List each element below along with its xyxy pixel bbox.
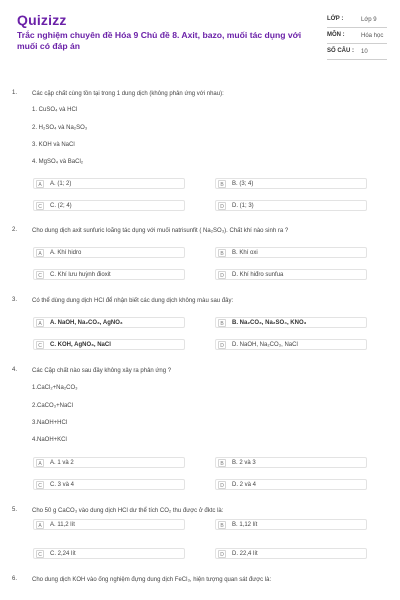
option-letter: A (36, 319, 44, 327)
statement: 1.CaCl₂+Na₂CO₃ (32, 385, 78, 391)
option-b[interactable] (215, 247, 367, 258)
meta-subject-row (327, 32, 387, 44)
statement: 4. MgSO₄ và BaCl₂ (32, 159, 84, 165)
option-text: B. Na₂CO₃, Na₂SO₄, KNO₃ (232, 319, 307, 326)
option-d[interactable] (215, 269, 367, 280)
statement: 3.NaOH+HCl (32, 420, 68, 426)
option-b[interactable] (215, 178, 367, 189)
question-number: 1. (12, 90, 18, 96)
option-letter: D (218, 271, 226, 279)
option-text: D. NaOH, Na₂CO₃, NaCl (232, 341, 298, 348)
option-letter: B (218, 319, 226, 327)
option-text: B. 1,12 lít (232, 521, 258, 528)
option-letter: B (218, 521, 226, 529)
option-letter: C (36, 550, 44, 558)
option-letter: B (218, 249, 226, 257)
question-text: Cho dung dịch KOH vào ống nghiệm đựng dung dịch FeCl₃, hiện tượng quan sát được là: (32, 577, 272, 583)
option-text: D. Khí hiđro sunfua (232, 271, 284, 278)
option-text: D. 22,4 lít (232, 550, 258, 557)
option-text: B. (3; 4) (232, 180, 254, 187)
count-label: SỐ CÂU : (327, 48, 354, 54)
option-d[interactable] (215, 200, 367, 211)
class-label: LỚP : (327, 16, 344, 22)
option-letter: D (218, 202, 226, 210)
option-c[interactable] (33, 269, 185, 280)
option-c[interactable] (33, 479, 185, 490)
option-a[interactable] (33, 178, 185, 189)
option-d[interactable] (215, 548, 367, 559)
question-text: Các Cặp chất nào sau đây không xảy ra phản ứng ? (32, 368, 172, 374)
statement: 2. H₂SO₄ và Na₂SO₃ (32, 125, 88, 131)
option-letter: B (218, 459, 226, 467)
meta-count-row (327, 48, 387, 60)
option-a[interactable] (33, 317, 185, 328)
question-text: Cho dung dịch axit sunfuric loãng tác dụng với muối natrisunfit ( Na₂SO₃). Chất khí nào sinh ra ? (32, 228, 289, 234)
option-letter: C (36, 271, 44, 279)
quizizz-logo: Quizizz (17, 12, 67, 28)
statement: 3. KOH và NaCl (32, 142, 75, 148)
option-text: C. 2,24 lít (50, 550, 76, 557)
option-d[interactable] (215, 479, 367, 490)
count-value: 10 (361, 49, 368, 55)
option-c[interactable] (33, 339, 185, 350)
subject-value: Hóa học (361, 33, 384, 39)
question-number: 3. (12, 297, 18, 303)
question-text: Các cặp chất cùng tồn tại trong 1 dung dịch (không phản ứng với nhau): (32, 91, 224, 97)
option-letter: A (36, 459, 44, 467)
option-text: C. 3 và 4 (50, 481, 75, 488)
class-value: Lớp 9 (361, 17, 377, 23)
option-c[interactable] (33, 200, 185, 211)
page-title: Trắc nghiệm chuyên đề Hóa 9 Chủ đề 8. Axit, bazo, muối tác dụng với muối có đáp án (17, 30, 302, 51)
option-letter: A (36, 249, 44, 257)
option-letter: A (36, 521, 44, 529)
option-letter: B (218, 180, 226, 188)
option-text: B. 2 và 3 (232, 459, 256, 466)
option-text: C. (2; 4) (50, 202, 72, 209)
option-letter: D (218, 341, 226, 349)
statement: 4.NaOH+KCl (32, 437, 67, 443)
subject-label: MÔN : (327, 32, 345, 38)
option-text: A. NaOH, Na₂CO₃, AgNO₃ (50, 319, 123, 326)
option-a[interactable] (33, 247, 185, 258)
option-text: B. Khí oxi (232, 249, 258, 256)
option-letter: A (36, 180, 44, 188)
option-text: A. Khí hidro (50, 249, 82, 256)
option-letter: C (36, 481, 44, 489)
question-text: Cho 50 g CaCO₃ vào dung dịch HCl dư thể tích CO₂ thu được ở đktc là: (32, 508, 224, 514)
option-letter: C (36, 341, 44, 349)
question-number: 5. (12, 507, 18, 513)
option-text: D. 2 và 4 (232, 481, 257, 488)
question-number: 4. (12, 367, 18, 373)
option-text: C. KOH, AgNO₃, NaCl (50, 341, 111, 348)
statement: 1. CuSO₄ và HCl (32, 107, 78, 113)
question-number: 2. (12, 227, 18, 233)
option-text: C. Khí lưu huỳnh đioxit (50, 271, 111, 278)
option-text: A. 11,2 lít (50, 521, 75, 528)
option-c[interactable] (33, 548, 185, 559)
statement: 2.CaCO₃+NaCl (32, 403, 73, 409)
option-d[interactable] (215, 339, 367, 350)
option-letter: D (218, 550, 226, 558)
option-letter: C (36, 202, 44, 210)
question-number: 6. (12, 576, 18, 582)
option-text: A. (1; 2) (50, 180, 72, 187)
option-b[interactable] (215, 457, 367, 468)
meta-class-row (327, 16, 387, 28)
option-text: D. (1; 3) (232, 202, 254, 209)
option-text: A. 1 và 2 (50, 459, 74, 466)
option-b[interactable] (215, 519, 367, 530)
option-a[interactable] (33, 457, 185, 468)
option-a[interactable] (33, 519, 185, 530)
question-text: Có thể dùng dung dịch HCl để nhận biết các dung dịch không màu sau đây: (32, 298, 234, 304)
option-b[interactable] (215, 317, 367, 328)
option-letter: D (218, 481, 226, 489)
worksheet-meta (327, 16, 387, 64)
